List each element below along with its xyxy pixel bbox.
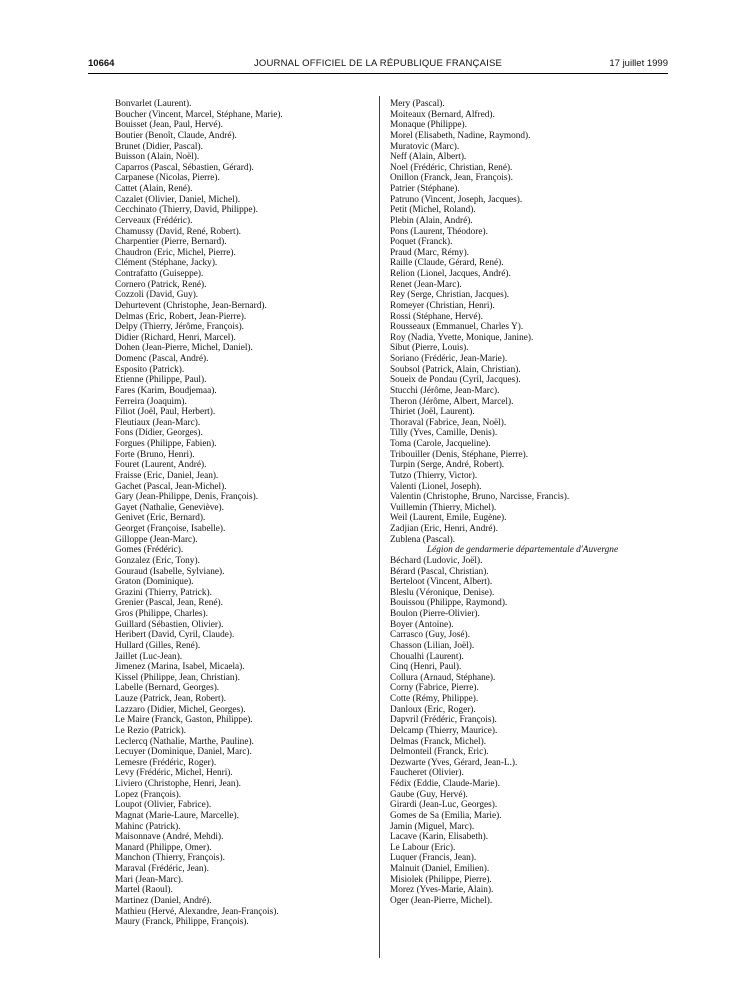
list-item: Gomes (Frédéric). bbox=[115, 545, 184, 556]
list-item: Delmas (Eric, Robert, Jean-Pierre). bbox=[115, 311, 247, 322]
list-item: Monaque (Philippe). bbox=[390, 120, 467, 131]
list-item: Jamin (Miguel, Marc). bbox=[390, 821, 475, 832]
list-item: Renet (Jean-Marc). bbox=[390, 279, 462, 290]
list-item: Genivet (Eric, Bernard). bbox=[115, 513, 206, 524]
list-item: Petit (Michel, Roland). bbox=[390, 205, 476, 216]
list-item: Vuillemin (Thierry, Michel). bbox=[390, 502, 497, 513]
list-item: Relion (Lionel, Jacques, André). bbox=[390, 269, 511, 279]
list-item: Domenc (Pascal, André). bbox=[115, 354, 209, 364]
left-column bbox=[115, 99, 283, 928]
list-item: Fédix (Eddie, Claude-Marie). bbox=[390, 779, 500, 789]
list-item: Etienne (Philippe, Paul). bbox=[115, 375, 207, 386]
list-item: Valentin (Christophe, Bruno, Narcisse, Francis). bbox=[390, 492, 570, 503]
list-item: Lazzaro (Didier, Michel, Georges). bbox=[115, 704, 246, 715]
page-header bbox=[88, 58, 668, 72]
list-item: Muratovic (Marc). bbox=[390, 141, 460, 152]
list-item: Brunet (Didier, Pascal). bbox=[115, 141, 203, 152]
list-item: Noel (Frédéric, Christian, René). bbox=[390, 162, 513, 173]
list-item: Forte (Bruno, Henri). bbox=[115, 449, 195, 460]
list-item: Weil (Laurent, Emile, Eugène). bbox=[390, 513, 507, 524]
list-item: Mahinc (Patrick). bbox=[115, 821, 181, 832]
list-item: Delmonteil (Franck, Eric). bbox=[390, 747, 489, 758]
right-column bbox=[390, 99, 655, 907]
list-item: Contrafatto (Guiseppe). bbox=[115, 269, 204, 279]
list-item: Toma (Carole, Jacqueline). bbox=[390, 439, 491, 449]
list-item: Luquer (Francis, Jean). bbox=[390, 853, 477, 864]
list-item: Stucchi (Jérôme, Jean-Marc). bbox=[390, 385, 500, 396]
list-item: Zadjian (Eric, Henri, André). bbox=[390, 524, 498, 534]
list-item: Delmas (Franck, Michel). bbox=[390, 736, 487, 747]
list-item: Fons (Didier, Georges). bbox=[115, 428, 203, 439]
list-item: Delpy (Thierry, Jérôme, François). bbox=[115, 322, 244, 333]
list-item: Heribert (David, Cyril, Claude). bbox=[115, 630, 235, 641]
list-item: Rousseaux (Emmanuel, Charles Y). bbox=[390, 322, 524, 333]
list-item: Gilloppe (Jean-Marc). bbox=[115, 534, 198, 545]
list-item: Sibut (Pierre, Louis). bbox=[390, 343, 469, 354]
list-item: Buisson (Alain, Noël). bbox=[115, 152, 200, 163]
list-item: Boyer (Antoine). bbox=[390, 619, 454, 630]
column-divider bbox=[379, 96, 380, 958]
list-item: Grenier (Pascal, Jean, René). bbox=[115, 598, 223, 609]
list-item: Corny (Fabrice, Pierre). bbox=[390, 683, 479, 694]
list-item: Faucheret (Olivier). bbox=[390, 768, 464, 779]
list-item: Esposito (Patrick). bbox=[115, 364, 185, 375]
list-item: Martel (Raoul). bbox=[115, 885, 173, 896]
list-item: Ferreira (Joaquim). bbox=[115, 396, 187, 407]
list-item: Carpanese (Nicolas, Pierre). bbox=[115, 173, 220, 184]
list-item: Tribouiller (Denis, Stéphane, Pierre). bbox=[390, 449, 529, 460]
list-item: Collura (Arnaud, Stéphane). bbox=[390, 672, 496, 683]
list-item: Leclercq (Nathalie, Marthe, Pauline). bbox=[115, 736, 254, 747]
list-item: Boutier (Benoît, Claude, André). bbox=[115, 130, 237, 141]
list-item: Berteloot (Vincent, Albert). bbox=[390, 577, 493, 588]
list-item: Chasson (Lilian, Joël). bbox=[390, 640, 475, 651]
list-item: Clément (Stéphane, Jacky). bbox=[115, 258, 218, 269]
list-item: Romeyer (Christian, Henri). bbox=[390, 300, 495, 311]
list-item: Liviero (Christophe, Henri, Jean). bbox=[115, 779, 241, 789]
list-item: Morez (Yves-Marie, Alain). bbox=[390, 885, 494, 896]
list-item: Chaudron (Eric, Michel, Pierre). bbox=[115, 247, 236, 258]
list-item: Caparros (Pascal, Sébastien, Gérard). bbox=[115, 162, 254, 173]
publication-date: 17 juillet 1999 bbox=[609, 58, 668, 69]
list-item: Soueix de Pondau (Cyril, Jacques). bbox=[390, 375, 521, 386]
list-item: Girardi (Jean-Luc, Georges). bbox=[390, 800, 498, 811]
list-item: Forgues (Philippe, Fabien). bbox=[115, 439, 217, 449]
list-item: Fleutiaux (Jean-Marc). bbox=[115, 417, 201, 428]
page-number: 10664 bbox=[88, 58, 115, 69]
list-item: Hullard (Gilles, René). bbox=[115, 640, 201, 651]
list-item: Morel (Elisabeth, Nadine, Raymond). bbox=[390, 130, 531, 141]
list-item: Cozzoli (David, Guy). bbox=[115, 290, 199, 301]
list-item: Rossi (Stéphane, Hervé). bbox=[390, 311, 483, 322]
list-item: Le Rezio (Patrick). bbox=[115, 725, 186, 736]
list-item: Kissel (Philippe, Jean, Christian). bbox=[115, 672, 240, 683]
list-item: Gomes de Sa (Emilia, Marie). bbox=[390, 810, 502, 821]
list-item: Labelle (Bernard, Georges). bbox=[115, 683, 220, 694]
list-item: Tilly (Yves, Camille, Denis). bbox=[390, 428, 498, 439]
list-item: Cinq (Henri, Paul). bbox=[390, 662, 462, 673]
list-item: Turpin (Serge, André, Robert). bbox=[390, 460, 505, 471]
list-item: Jaillet (Luc-Jean). bbox=[115, 651, 183, 662]
list-item: Lopez (François). bbox=[115, 789, 182, 800]
list-item: Mari (Jean-Marc). bbox=[115, 874, 184, 885]
list-item: Lecuyer (Dominique, Daniel, Marc). bbox=[115, 747, 252, 758]
list-item: Mery (Pascal). bbox=[390, 99, 445, 109]
list-item: Maury (Franck, Philippe, François). bbox=[115, 917, 249, 928]
list-item: Dohen (Jean-Pierre, Michel, Daniel). bbox=[115, 343, 253, 354]
list-item: Danloux (Eric, Roger). bbox=[390, 704, 476, 715]
section-title: Légion de gendarmerie départementale d'Auvergne bbox=[426, 545, 619, 556]
list-item: Cattet (Alain, René). bbox=[115, 184, 193, 194]
list-item: Chamussy (David, René, Robert). bbox=[115, 226, 242, 237]
list-item: Jimenez (Marina, Isabel, Micaela). bbox=[115, 662, 245, 673]
list-item: Georget (Françoise, Isabelle). bbox=[115, 524, 226, 534]
list-item: Cecchinato (Thierry, David, Philippe). bbox=[115, 205, 258, 216]
list-item: Plebin (Alain, André). bbox=[390, 215, 473, 226]
list-item: Soriano (Frédéric, Jean-Marie). bbox=[390, 354, 508, 364]
list-item: Neff (Alain, Albert). bbox=[390, 152, 467, 163]
list-item: Boucher (Vincent, Marcel, Stéphane, Marie). bbox=[115, 109, 283, 120]
list-item: Misiolek (Philippe, Pierre). bbox=[390, 874, 492, 885]
list-item: Maisonnave (André, Mehdi). bbox=[115, 832, 224, 843]
list-item: Grazini (Thierry, Patrick). bbox=[115, 587, 212, 598]
list-item: Gayet (Nathalie, Geneviève). bbox=[115, 502, 224, 513]
list-item: Soubsol (Patrick, Alain, Christian). bbox=[390, 364, 521, 375]
list-item: Dezwarte (Yves, Gérard, Jean-L.). bbox=[390, 757, 518, 768]
list-item: Béchard (Ludovic, Joël). bbox=[390, 555, 483, 566]
list-item: Bérard (Pascal, Christian). bbox=[390, 566, 489, 577]
list-item: Zublena (Pascal). bbox=[390, 534, 456, 545]
list-item: Raille (Claude, Gérard, René). bbox=[390, 258, 504, 269]
list-item: Gaube (Guy, Hervé). bbox=[390, 789, 468, 800]
list-item: Mathieu (Hervé, Alexandre, Jean-François). bbox=[115, 906, 279, 917]
list-item: Choualhi (Laurent). bbox=[390, 651, 464, 662]
list-item: Patruno (Vincent, Joseph, Jacques). bbox=[390, 194, 523, 205]
list-item: Theron (Jérôme, Albert, Marcel). bbox=[390, 396, 514, 407]
list-item: Pons (Laurent, Théodore). bbox=[390, 226, 488, 237]
list-item: Roy (Nadia, Yvette, Monique, Janine). bbox=[390, 332, 534, 343]
list-item: Le Labour (Eric). bbox=[390, 842, 456, 853]
list-item: Fouret (Laurent, André). bbox=[115, 460, 207, 471]
list-item: Oger (Jean-Pierre, Michel). bbox=[390, 895, 493, 906]
list-item: Didier (Richard, Henri, Marcel). bbox=[115, 332, 236, 343]
list-item: Gachet (Pascal, Jean-Michel). bbox=[115, 481, 227, 492]
list-item: Guillard (Sébastien, Olivier). bbox=[115, 619, 224, 630]
list-item: Lauze (Patrick, Jean, Robert). bbox=[115, 694, 226, 704]
list-item: Charpentier (Pierre, Bernard). bbox=[115, 237, 227, 248]
list-item: Manard (Philippe, Omer). bbox=[115, 842, 212, 853]
list-item: Moiteaux (Bernard, Alfred). bbox=[390, 109, 495, 120]
list-item: Valenti (Lionel, Joseph). bbox=[390, 481, 482, 492]
list-item: Bouisset (Jean, Paul, Hervé). bbox=[115, 120, 223, 131]
list-item: Malnuit (Daniel, Emilien). bbox=[390, 864, 490, 874]
list-item: Gary (Jean-Philippe, Denis, François). bbox=[115, 492, 259, 503]
list-item: Bleslu (Véronique, Denise). bbox=[390, 587, 495, 598]
list-item: Graton (Dominique). bbox=[115, 577, 194, 588]
list-item: Magnat (Marie-Laure, Marcelle). bbox=[115, 810, 239, 821]
list-item: Bonvarlet (Laurent). bbox=[115, 99, 192, 109]
list-item: Levy (Frédéric, Michel, Henri). bbox=[115, 768, 233, 779]
list-item: Carrasco (Guy, José). bbox=[390, 630, 470, 641]
list-item: Cornero (Patrick, René). bbox=[115, 279, 207, 290]
list-item: Gouraud (Isabelle, Sylviane). bbox=[115, 566, 225, 577]
list-item: Delcamp (Thierry, Maurice). bbox=[390, 725, 498, 736]
list-item: Cerveaux (Frédéric). bbox=[115, 215, 193, 226]
list-item: Manchon (Thierry, François). bbox=[115, 853, 225, 864]
list-item: Gros (Philippe, Charles). bbox=[115, 609, 208, 619]
journal-title: JOURNAL OFFICIEL DE LA RÉPUBLIQUE FRANÇAISE bbox=[253, 58, 503, 69]
list-item: Loupot (Olivier, Fabrice). bbox=[115, 800, 212, 811]
list-item: Cazalet (Olivier, Daniel, Michel). bbox=[115, 194, 241, 205]
list-item: Patrier (Stéphane). bbox=[390, 184, 460, 194]
list-item: Poquet (Franck). bbox=[390, 237, 453, 248]
list-item: Maraval (Frédéric, Jean). bbox=[115, 864, 209, 874]
list-item: Bouissou (Philippe, Raymond). bbox=[390, 598, 508, 609]
list-item: Lacave (Karin, Elisabeth). bbox=[390, 832, 489, 843]
list-item: Fares (Karim, Boudjemaa). bbox=[115, 385, 217, 396]
list-item: Lemesre (Frédéric, Roger). bbox=[115, 757, 217, 768]
list-item: Praud (Marc, Rémy). bbox=[390, 247, 470, 258]
list-item: Dehurtevent (Christophe, Jean-Bernard). bbox=[115, 300, 267, 311]
list-item: Thiriet (Joël, Laurent). bbox=[390, 407, 475, 418]
list-item: Filiot (Joël, Paul, Herbert). bbox=[115, 407, 216, 418]
list-item: Martinez (Daniel, André). bbox=[115, 895, 212, 906]
list-item: Thoraval (Fabrice, Jean, Noël). bbox=[390, 417, 507, 428]
list-item: Cotte (Rémy, Philippe). bbox=[390, 694, 479, 704]
header-rule bbox=[88, 73, 668, 74]
list-item: Gonzalez (Eric, Tony). bbox=[115, 555, 200, 566]
list-item: Onillon (Franck, Jean, François). bbox=[390, 173, 513, 184]
list-item: Boulon (Pierre-Olivier). bbox=[390, 609, 480, 619]
list-item: Fraisse (Eric, Daniel, Jean). bbox=[115, 470, 219, 481]
list-item: Dapvril (Frédéric, François). bbox=[390, 715, 497, 726]
list-item: Le Maire (Franck, Gaston, Philippe). bbox=[115, 715, 253, 726]
list-item: Tutzo (Thierry, Victor). bbox=[390, 470, 478, 481]
list-item: Rey (Serge, Christian, Jacques). bbox=[390, 290, 510, 301]
